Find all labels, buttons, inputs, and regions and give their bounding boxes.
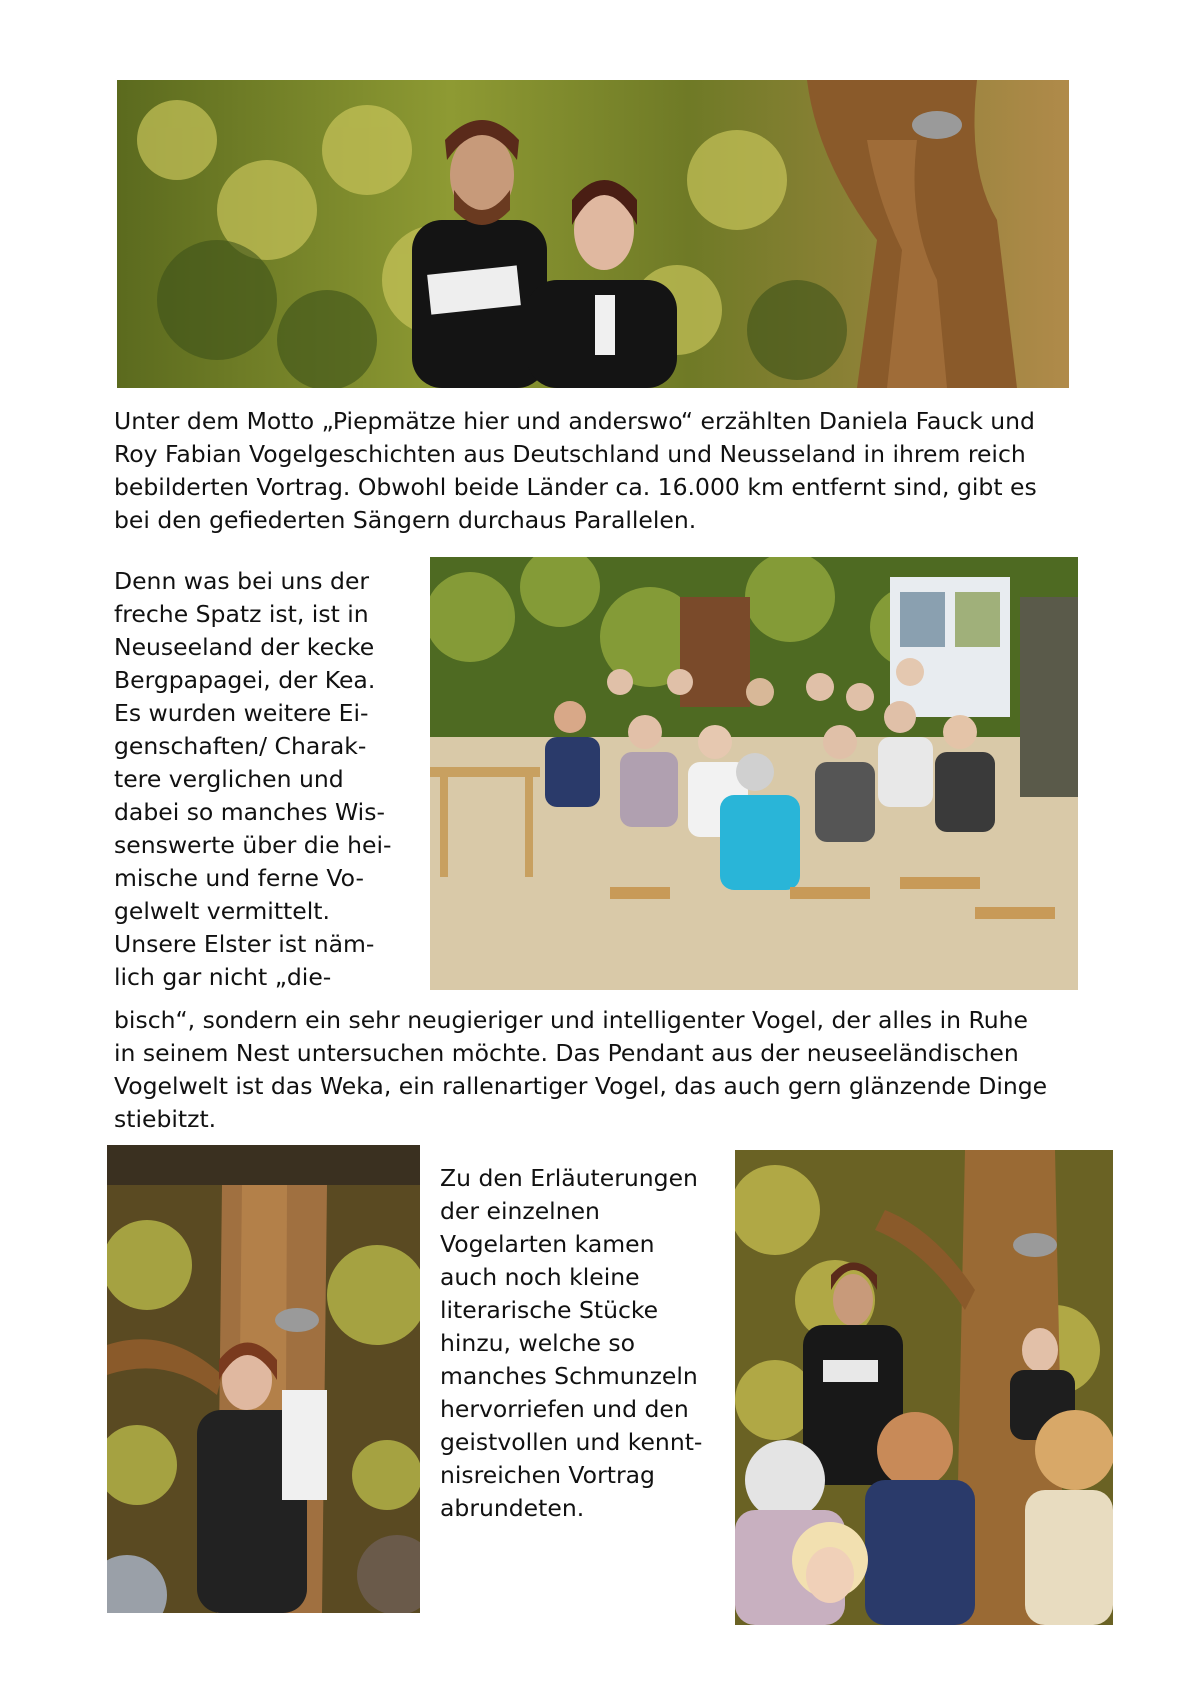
text-line: bei den gefiederten Sängern durchaus Parallelen. (114, 506, 697, 534)
intro-paragraph (114, 405, 1037, 537)
text-line: geistvollen und kennt- (440, 1428, 703, 1456)
text-line: hinzu, welche so (440, 1329, 636, 1357)
text-line: auch noch kleine (440, 1263, 640, 1291)
text-line: abrundeten. (440, 1494, 585, 1522)
text-line: bisch“, sondern ein sehr neugieriger und intelligenter Vogel, der alles in Ruhe (114, 1006, 1028, 1034)
photo-speaker-woman (107, 1145, 420, 1613)
text-line: manches Schmunzeln (440, 1362, 698, 1390)
text-line: nisreichen Vortrag (440, 1461, 655, 1489)
text-line: Unter dem Motto „Piepmätze hier und anderswo“ erzählten Daniela Fauck und (114, 407, 1035, 435)
text-line: Zu den Erläuterungen (440, 1164, 698, 1192)
text-line: literarische Stücke (440, 1296, 659, 1324)
photo-speaker-man (735, 1150, 1113, 1625)
text-line: Denn was bei uns der (114, 567, 370, 595)
comparison-paragraph-full (114, 1004, 1047, 1136)
closing-paragraph (440, 1162, 702, 1525)
photo-presenters (117, 80, 1069, 388)
text-line: lich gar nicht „die- (114, 963, 332, 991)
text-line: dabei so manches Wis- (114, 798, 385, 826)
photo-audience (430, 557, 1078, 990)
text-line: hervorriefen und den (440, 1395, 689, 1423)
text-line: Vogelarten kamen (440, 1230, 655, 1258)
text-line: Unsere Elster ist näm- (114, 930, 375, 958)
text-line: freche Spatz ist, ist in (114, 600, 369, 628)
text-line: Vogelwelt ist das Weka, ein rallenartiger Vogel, das auch gern glänzende Dinge (114, 1072, 1048, 1100)
text-line: bebilderten Vortrag. Obwohl beide Länder ca. 16.000 km entfernt sind, gibt es (114, 473, 1037, 501)
text-line: genschaften/ Charak- (114, 732, 367, 760)
text-line: Es wurden weitere Ei- (114, 699, 369, 727)
text-line: gelwelt vermittelt. (114, 897, 330, 925)
text-line: mische und ferne Vo- (114, 864, 364, 892)
audience-foreground (735, 1410, 1113, 1625)
text-line: senswerte über die hei- (114, 831, 392, 859)
text-line: stiebitzt. (114, 1105, 217, 1133)
text-line: der einzelnen (440, 1197, 600, 1225)
text-line: Bergpapagei, der Kea. (114, 666, 376, 694)
text-line: Roy Fabian Vogelgeschichten aus Deutschland und Neusseland in ihrem reich (114, 440, 1026, 468)
text-line: in seinem Nest untersuchen möchte. Das Pendant aus der neuseeländischen (114, 1039, 1019, 1067)
text-line: Neuseeland der kecke (114, 633, 375, 661)
text-line: tere verglichen und (114, 765, 344, 793)
comparison-paragraph-left (114, 565, 391, 994)
